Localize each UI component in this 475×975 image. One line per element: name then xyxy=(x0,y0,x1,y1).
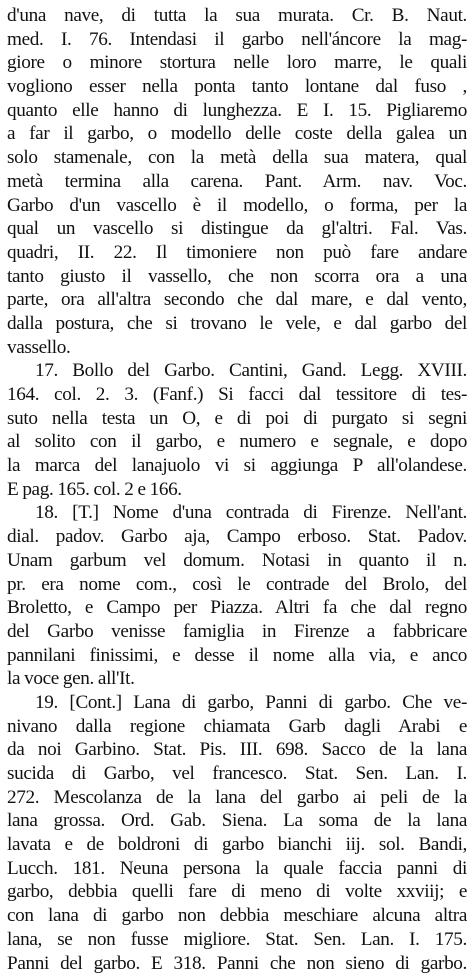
text-line-34: 272. Mescolanza de la lana del garbo ai peli de la xyxy=(7,786,467,810)
text-line-13: parte, ora all'altra secondo che dal mare, e dal vento, xyxy=(7,288,467,312)
text-line-6: a far il garbo, o modello delle coste della galea un xyxy=(7,122,467,146)
text-line-14: dalla postura, che si trovano le vele, e dal garbo del xyxy=(7,312,467,336)
text-line-11: quadri, II. 22. Il timoniere non può fare andare xyxy=(7,241,467,265)
text-line-8: metà termina alla carena. Pant. Arm. nav. Voc. xyxy=(7,170,467,194)
text-line-24: Unam garbum vel domum. Notasi in quanto il n. xyxy=(7,549,467,573)
text-line-1: d'una nave, di tutta la sua murata. Cr. B. Naut. xyxy=(7,4,467,28)
text-line-36: lavata e de boldroni di garbo bianchi iij. sol. Bandi, xyxy=(7,833,467,857)
text-line-29: la voce gen. all'It. xyxy=(7,667,467,691)
text-line-21: E pag. 165. col. 2 e 166. xyxy=(7,478,467,502)
text-line-28: pannilani finissimi, e desse il nome alla via, e anco xyxy=(7,644,467,668)
text-line-15: vassello. xyxy=(7,336,467,360)
text-line-38: garbo, debbia quelli fare di meno di volte xxviij; e xyxy=(7,880,467,904)
text-line-18: suto nella testa un O, e di poi di purgato si segni xyxy=(7,407,467,431)
entry-19-heading-line: 19. [Cont.] Lana di garbo, Panni di garbo. Che ve- xyxy=(7,691,467,715)
entry-17-heading-line: 17. Bollo del Garbo. Cantini, Gand. Legg. XVIII. xyxy=(7,359,467,383)
text-line-3: giore o minore stortura nelle loro marre, le quali xyxy=(7,51,467,75)
entry-18-heading-line: 18. [T.] Nome d'una contrada di Firenze. Nell'ant. xyxy=(7,501,467,525)
text-line-4: vogliono esser nella ponta tanto lontane dal fuso , xyxy=(7,75,467,99)
text-line-17: 164. col. 2. 3. (Fanf.) Si facci dal tessitore di tes- xyxy=(7,383,467,407)
text-line-26: Broletto, e Campo per Piazza. Altri fa che dal regno xyxy=(7,596,467,620)
text-line-37: Lucch. 181. Neuna persona la quale faccia panni di xyxy=(7,857,467,881)
text-line-32: da noi Garbino. Stat. Pis. III. 698. Sacco de la lana xyxy=(7,738,467,762)
text-line-31: nivano dalla regione chiamata Garb dagli Arabi e xyxy=(7,715,467,739)
text-line-35: lana grossa. Ord. Gab. Siena. La soma de la lana xyxy=(7,809,467,833)
text-line-12: tanto giusto il vassello, che non scorra ora a una xyxy=(7,265,467,289)
text-line-41: Panni del garbo. E 318. Panni che non sieno di garbo. xyxy=(7,952,467,975)
text-line-33: sucida di Garbo, vel francesco. Stat. Sen. Lan. I. xyxy=(7,762,467,786)
text-line-7: solo stamenale, con la metà della sua matera, qual xyxy=(7,146,467,170)
text-line-2: med. I. 76. Intendasi il garbo nell'áncore la mag- xyxy=(7,28,467,52)
text-line-23: dial. padov. Garbo aja, Campo erboso. Stat. Padov. xyxy=(7,525,467,549)
text-line-9: Garbo d'un vascello è il modello, o forma, per la xyxy=(7,194,467,218)
text-line-10: qual un vascello si distingue da gl'altri. Fal. Vas. xyxy=(7,217,467,241)
text-line-20: la marca del lanajuolo vi si aggiunga P all'olandese. xyxy=(7,454,467,478)
text-line-39: con lana di garbo non debbia meschiare alcuna altra xyxy=(7,904,467,928)
text-line-27: del Garbo venisse famiglia in Firenze a fabbricare xyxy=(7,620,467,644)
text-line-40: lana, se non fusse migliore. Stat. Sen. Lan. I. 175. xyxy=(7,928,467,952)
text-line-25: pr. era nome com., così le contrade del Brolo, del xyxy=(7,573,467,597)
text-line-19: al solito con il garbo, e numero e segnale, e dopo xyxy=(7,430,467,454)
text-line-5: quanto elle hanno di lunghezza. E I. 15. Pigliaremo xyxy=(7,99,467,123)
